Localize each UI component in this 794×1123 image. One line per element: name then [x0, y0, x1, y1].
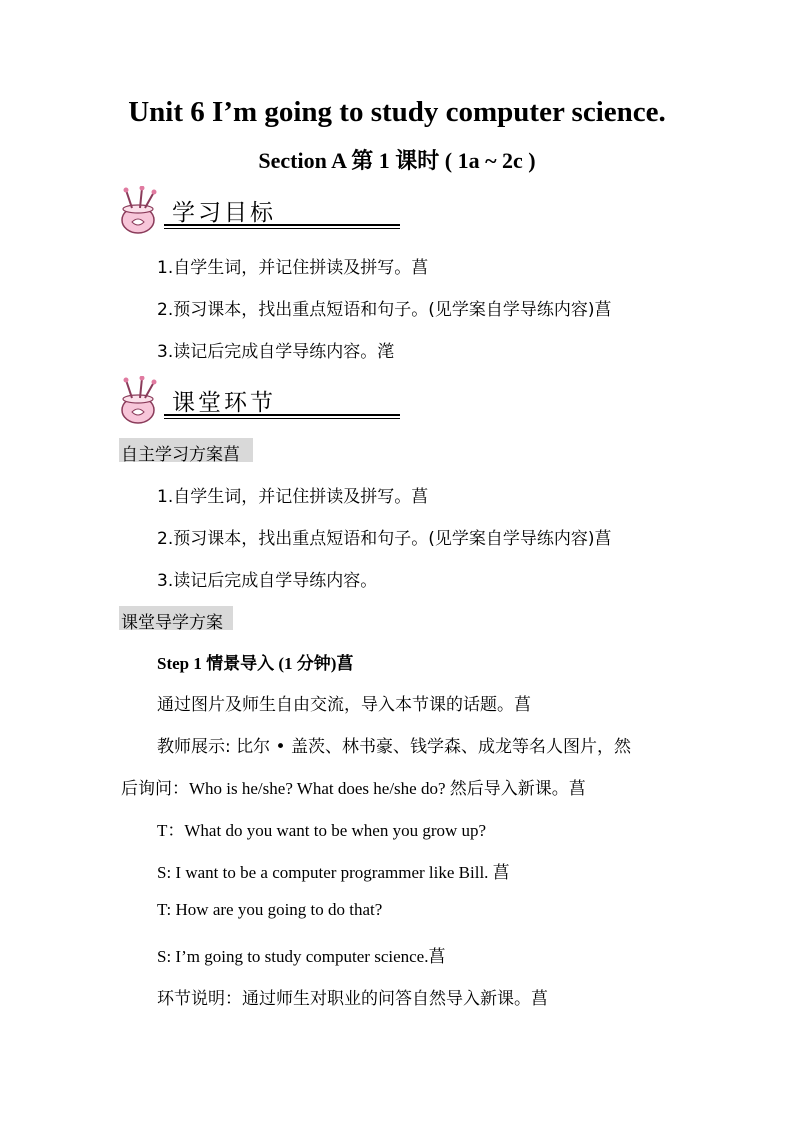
self-study-heading: 自主学习方案菖: [121, 445, 240, 465]
dialogue-line: T：What do you want to be when you grow up?: [157, 821, 487, 840]
dialogue-line: S: I want to be a computer programmer like Bill. 菖: [157, 863, 510, 882]
learning-goals-label: 学习目标: [172, 200, 276, 226]
goal-item: 3.读记后完成自学导练内容。滗: [157, 342, 395, 362]
banner-underline: [164, 414, 400, 416]
learning-goals-banner: [114, 186, 294, 236]
goal-item: 2.预习课本，找出重点短语和句子。(见学案自学导练内容)菖: [157, 300, 612, 320]
banner-underline-thin: [164, 228, 400, 229]
guide-heading: 课堂导学方案: [121, 613, 223, 633]
guide-line: 教师展示: 比尔 • 盖茨、林书豪、钱学森、成龙等名人图片，然: [157, 737, 631, 757]
goal-item: 1.自学生词，并记住拼读及拼写。菖: [157, 258, 429, 278]
guide-line: 通过图片及师生自由交流，导入本节课的话题。菖: [157, 695, 531, 715]
dialogue-line: S: I’m going to study computer science.菖: [157, 947, 446, 966]
self-study-item: 3.读记后完成自学导练内容。: [157, 571, 378, 591]
guide-line: 后询问：Who is he/she? What does he/she do? 然后导入新课。菖: [121, 779, 586, 798]
dialogue-line: T: How are you going to do that?: [157, 900, 383, 919]
step-title: Step 1 情景导入 (1 分钟)菖: [157, 654, 354, 673]
section-subtitle: Section A 第 1 课时 ( 1a ~ 2c ): [258, 148, 536, 173]
classroom-steps-banner: [114, 376, 294, 426]
self-study-item: 2.预习课本，找出重点短语和句子。(见学案自学导练内容)菖: [157, 529, 612, 549]
classroom-steps-label: 课堂环节: [172, 390, 276, 416]
banner-underline-thin: [164, 418, 400, 419]
self-study-item: 1.自学生词，并记住拼读及拼写。菖: [157, 487, 429, 507]
banner-underline: [164, 224, 400, 226]
guide-note: 环节说明：通过师生对职业的问答自然导入新课。菖: [157, 989, 548, 1009]
unit-title: Unit 6 I’m going to study computer science.: [128, 96, 666, 128]
